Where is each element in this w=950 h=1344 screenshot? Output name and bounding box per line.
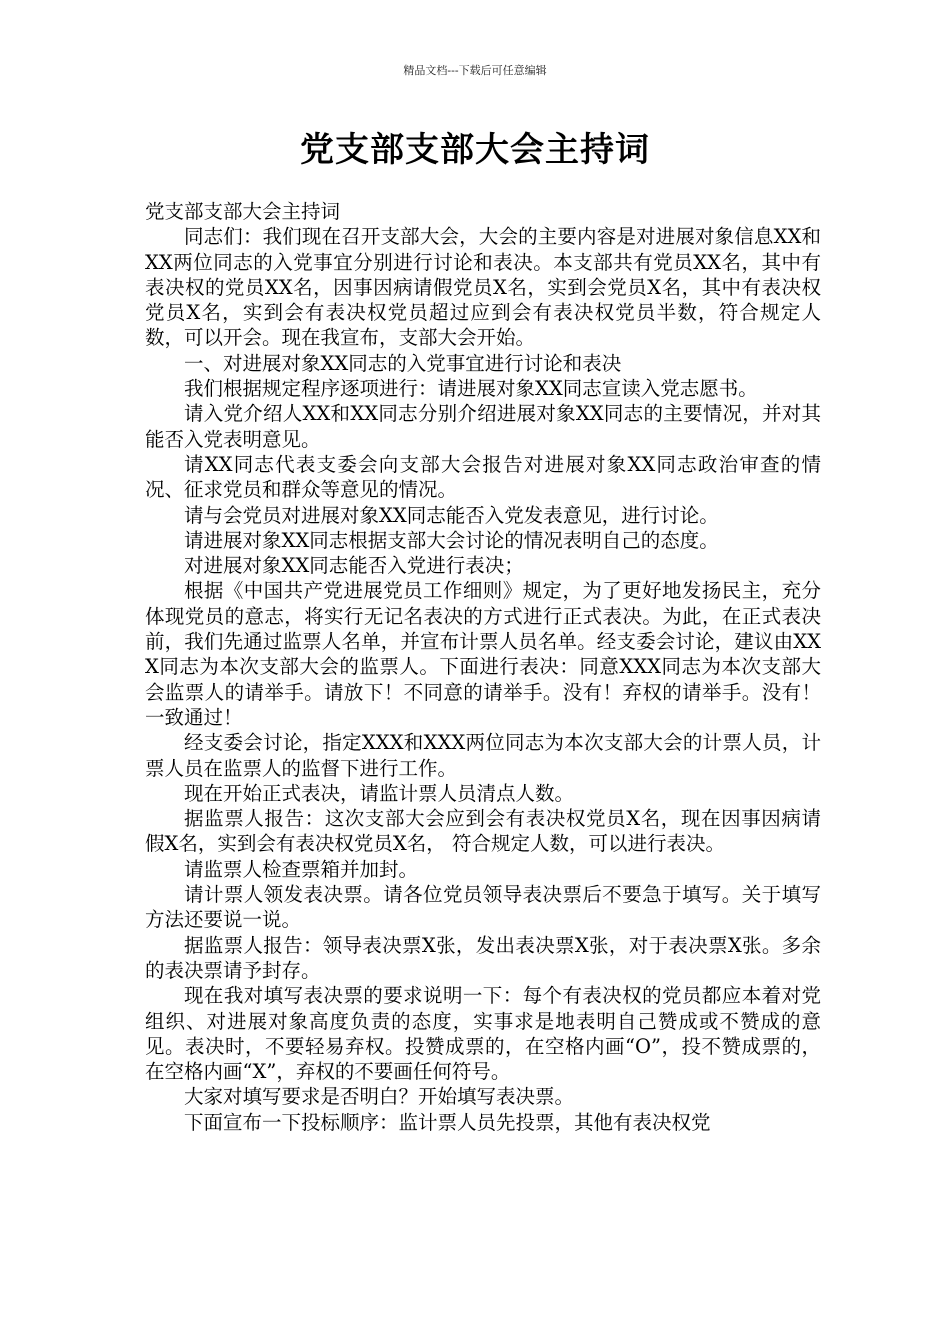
paragraph: 下面宣布一下投标顺序：监计票人员先投票，其他有表决权党 [184,1110,711,1134]
paragraph: 请XX同志代表支委会向支部大会报告对进展对象XX同志政治审查的情况、征求党员和群众等意见的情况。 [145,452,821,502]
paragraph: 请计票人领发表决票。请各位党员领导表决票后不要急于填写。关于填写方法还要说一说。 [145,883,821,932]
paragraph: 党支部支部大会主持词 [145,200,341,223]
paragraph: 一、对进展对象XX同志的入党事宜进行讨论和表决 [184,351,622,375]
paragraph: 根据《中国共产党进展党员工作细则》规定，为了更好地发扬民主，充分体现党员的意志，将实行无记名表决的方式进行正式表决。为此，在正式表决前，我们先通过监票人名单，并宣布计票人员名单。经支委会讨论，建议由XXX同志为本次支部大会的监票人。下面进行表决：同意XXX同志为本次支部大会监票人的请举手。请放下！不同意的请举手。没有！弃权的请举手。没有！一致通过！ [145,579,821,729]
paragraph: 大家对填写要求是否明白？开始填写表决票。 [184,1085,575,1109]
paragraph: 据监票人报告：这次支部大会应到会有表决权党员X名，现在因事因病请假X名，实到会有表决权党员X名， 符合规定人数，可以进行表决。 [145,807,821,856]
paragraph: 请入党介绍人XX和XX同志分别介绍进展对象XX同志的主要情况，并对其能否入党表明意见。 [145,402,821,451]
paragraph: 对进展对象XX同志能否入党进行表决； [184,554,524,578]
paragraph: 现在开始正式表决，请监计票人员清点人数。 [184,781,575,805]
paragraph: 据监票人报告：领导表决票X张，发出表决票X张，对于表决票X张。多余的表决票请予封存。 [145,933,821,982]
paragraph: 请与会党员对进展对象XX同志能否入党发表意见，进行讨论。 [184,503,719,527]
paragraph: 同志们：我们现在召开支部大会，大会的主要内容是对进展对象信息XX和XX两位同志的入党事宜分别进行讨论和表决。本支部共有党员XX名，其中有表决权的党员XX名，因事因病请假党员X名，实到会党员X名，其中有表决权党员X名，实到会有表决权党员超过应到会有表决权党员半数，符合规定人数，可以开会。现在我宣布，支部大会开始。 [145,225,821,350]
paragraph: 现在我对填写表决票的要求说明一下：每个有表决权的党员都应本着对党组织、对进展对象高度负责的态度，实事求是地表明自己赞成或不赞成的意见。表决时，不要轻易弃权。投赞成票的，在空格内画“O”，投不赞成票的，在空格内画“X”，弃权的不要画任何符号。 [145,984,821,1084]
document-title: 党支部支部大会主持词 [300,130,650,170]
document-body [145,199,821,1135]
paragraph: 请进展对象XX同志根据支部大会讨论的情况表明自己的态度。 [184,528,719,552]
paragraph: 请监票人检查票箱并加封。 [184,857,419,881]
paragraph: 经支委会讨论，指定XXX和XXX两位同志为本次支部大会的计票人员，计票人员在监票人的监督下进行工作。 [145,731,821,780]
paragraph: 我们根据规定程序逐项进行：请进展对象XX同志宣读入党志愿书。 [184,377,758,401]
header-note: 精品文档---下载后可任意编辑 [403,64,547,77]
